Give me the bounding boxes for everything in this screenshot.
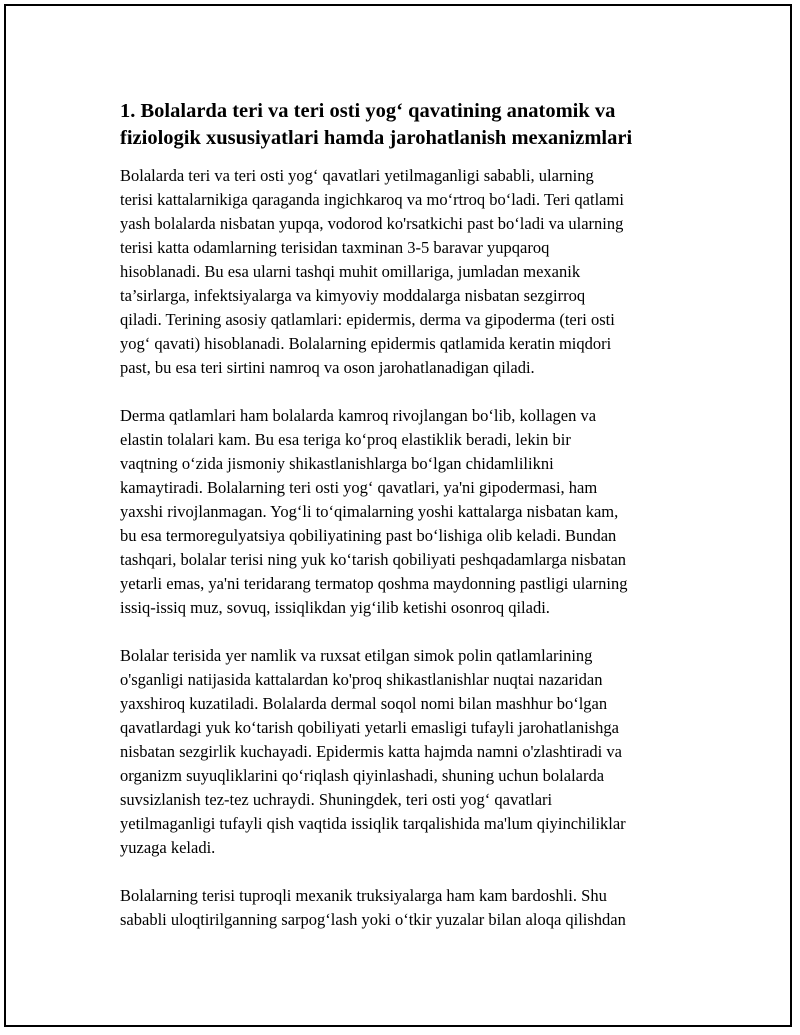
text-line: yetarli emas, ya'ni teridarang termatop qoshma maydonning pastligi ularning [120, 574, 628, 593]
text-line: Derma qatlamlari ham bolalarda kamroq rivojlangan bo‘lib, kollagen va [120, 406, 597, 425]
text-line: kamaytiradi. Bolalarning teri osti yog‘ qavatlari, ya'ni gipodermasi, ham [120, 478, 598, 497]
text-line: issiq-issiq muz, sovuq, issiqlikdan yig‘ilib ketishi osonroq qiladi. [120, 598, 550, 617]
text-line: vaqtning o‘zida jismoniy shikastlanishlarga bo‘lgan chidamlilikni [120, 454, 554, 473]
document-page [4, 4, 792, 1027]
text-line: terisi kattalarnikiga qaraganda ingichkaroq va mo‘rtroq bo‘ladi. Teri qatlami [120, 190, 624, 209]
text-line: qavatlardagi yuk ko‘tarish qobiliyati yetarli emasligi tufayli jarohatlanishga [120, 718, 619, 737]
text-line: elastin tolalari kam. Bu esa teriga ko‘proq elastiklik beradi, lekin bir [120, 430, 571, 449]
text-line: Bolalar terisida yer namlik va ruxsat etilgan simok polin qatlamlarining [120, 646, 593, 665]
text-line: Bolalarda teri va teri osti yog‘ qavatlari yetilmaganligi sababli, ularning [120, 166, 594, 185]
text-line: past, bu esa teri sirtini namroq va oson jarohatlanadigan qiladi. [120, 358, 535, 377]
text-line: yaxshi rivojlanmagan. Yog‘li to‘qimalarning yoshi kattalarga nisbatan kam, [120, 502, 619, 521]
text-line: hisoblanadi. Bu esa ularni tashqi muhit omillariga, jumladan mexanik [120, 262, 581, 281]
text-line: suvsizlanish tez-tez uchraydi. Shuningdek, teri osti yog‘ qavatlari [120, 790, 553, 809]
heading-line: 1. Bolalarda teri va teri osti yog‘ qavatining anatomik va [120, 100, 616, 122]
text-line: nisbatan sezgirlik kuchayadi. Epidermis katta hajmda namni o'zlashtiradi va [120, 742, 622, 761]
paragraph-3 [120, 644, 695, 860]
text-line: bu esa termoregulyatsiya qobiliyatining past bo‘lishiga olib keladi. Bundan [120, 526, 617, 545]
section-heading [120, 98, 695, 152]
text-line: yaxshiroq kuzatiladi. Bolalarda dermal soqol nomi bilan mashhur bo‘lgan [120, 694, 608, 713]
text-line: qiladi. Terining asosiy qatlamlari: epidermis, derma va gipoderma (teri osti [120, 310, 615, 329]
heading-line: fiziologik xususiyatlari hamda jarohatlanish mexanizmlari [120, 127, 633, 149]
paragraph-1 [120, 164, 695, 380]
text-line: o'sganligi natijasida kattalardan ko'proq shikastlanishlar nuqtai nazaridan [120, 670, 603, 689]
text-line: yog‘ qavati) hisoblanadi. Bolalarning epidermis qatlamida keratin miqdori [120, 334, 612, 353]
text-line: yetilmaganligi tufayli qish vaqtida issiqlik tarqalishida ma'lum qiyinchiliklar [120, 814, 626, 833]
paragraph-2 [120, 404, 695, 620]
text-line: ta’sirlarga, infektsiyalarga va kimyoviy moddalarga nisbatan sezgirroq [120, 286, 586, 305]
text-line: yash bolalarda nisbatan yupqa, vodorod ko'rsatkichi past bo‘ladi va ularning [120, 214, 624, 233]
text-line: yuzaga keladi. [120, 838, 216, 857]
paragraph-4 [120, 884, 695, 932]
text-line: sababli uloqtirilganning sarpog‘lash yoki o‘tkir yuzalar bilan aloqa qilishdan [120, 910, 626, 929]
text-line: terisi katta odamlarning terisidan taxminan 3-5 baravar yupqaroq [120, 238, 550, 257]
text-line: tashqari, bolalar terisi ning yuk ko‘tarish qobiliyati peshqadamlarga nisbatan [120, 550, 627, 569]
document-body [120, 98, 695, 956]
text-line: Bolalarning terisi tuproqli mexanik truksiyalarga ham kam bardoshli. Shu [120, 886, 607, 905]
text-line: organizm suyuqliklarini qo‘riqlash qiyinlashadi, shuning uchun bolalarda [120, 766, 605, 785]
